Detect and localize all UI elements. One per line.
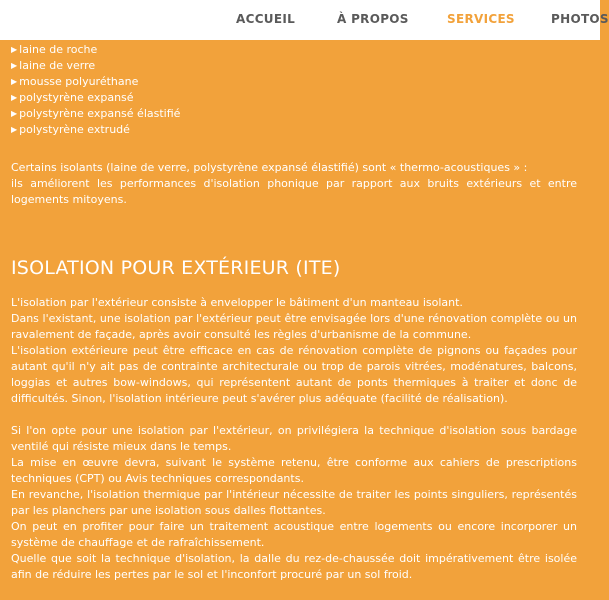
triangle-bullet-icon: ▶ [11, 93, 18, 102]
triangle-bullet-icon: ▶ [11, 77, 18, 86]
list-item [11, 122, 577, 138]
section-title-ite: ISOLATION POUR EXTÉRIEUR (ITE) [11, 257, 341, 279]
thermo-acoustic-line-2: ils améliorent les performances d'isolation phonique par rapport aux bruits extérieurs et entre logements mitoyens. [11, 177, 577, 206]
nav-link-a-propos[interactable]: À PROPOS [337, 12, 409, 26]
thermo-acoustic-line-1: Certains isolants (laine de verre, polystyrène expansé élastifié) sont « thermo-acoustiques » : [11, 161, 528, 174]
insulation-materials-list [11, 42, 577, 138]
nav-link-services[interactable]: SERVICES [447, 12, 515, 26]
list-item [11, 42, 577, 58]
main-content [11, 42, 577, 583]
list-item-text: mousse polyuréthane [19, 75, 139, 88]
nav-link-accueil[interactable]: ACCUEIL [236, 12, 296, 26]
nav-link-photos[interactable]: PHOTOS [551, 12, 609, 26]
ite-paragraph-block-1 [11, 295, 577, 407]
ite-paragraph: L'isolation par l'extérieur consiste à envelopper le bâtiment d'un manteau isolant. [11, 296, 463, 309]
triangle-bullet-icon: ▶ [11, 125, 18, 134]
ite-paragraph: Dans l'existant, une isolation par l'extérieur peut être envisagée lors d'une rénovation complète ou un ravalement de façade, après avoir consulté les règles d'urbanisme de la commune. [11, 312, 577, 341]
list-item [11, 74, 577, 90]
ite-paragraph: Quelle que soit la technique d'isolation, la dalle du rez-de-chaussée doit impérativement être isolée afin de réduire les pertes par le sol et l'inconfort procuré par un sol froid. [11, 552, 577, 581]
ite-paragraph: La mise en œuvre devra, suivant le système retenu, être conforme aux cahiers de prescriptions techniques (CPT) ou Avis techniques correspondants. [11, 456, 577, 485]
triangle-bullet-icon: ▶ [11, 109, 18, 118]
list-item [11, 90, 577, 106]
ite-paragraph-block-2 [11, 423, 577, 583]
top-navigation-bar [0, 0, 609, 40]
ite-paragraph: On peut en profiter pour faire un traitement acoustique entre logements ou encore incorporer un système de chauffage et de rafraîchissement. [11, 520, 577, 549]
triangle-bullet-icon: ▶ [11, 61, 18, 70]
ite-paragraph: En revanche, l'isolation thermique par l'intérieur nécessite de traiter les points singuliers, représentés par les planchers par une isolation sous dalles flottantes. [11, 488, 577, 517]
list-item-text: laine de verre [19, 59, 96, 72]
list-item [11, 58, 577, 74]
list-item-text: polystyrène expansé élastifié [19, 107, 181, 120]
ite-paragraph: Si l'on opte pour une isolation par l'extérieur, on privilégiera la technique d'isolation sous bardage ventilé qui résiste mieux dans le temps. [11, 424, 577, 453]
list-item-text: polystyrène expansé [19, 91, 134, 104]
triangle-bullet-icon: ▶ [11, 45, 18, 54]
list-item-text: laine de roche [19, 43, 98, 56]
list-item-text: polystyrène extrudé [19, 123, 130, 136]
list-item [11, 106, 577, 122]
ite-paragraph: L'isolation extérieure peut être efficace en cas de rénovation complète de pignons ou façades pour autant qu'il n'y ait pas de contrainte architecturale ou trop de parois vitrées, modénatures, balcons, loggias et autres bow-windows, qui représentent autant de ponts thermiques à traiter et donc de difficultés. Sinon, l'isolation intérieure peut s'avérer plus adéquate (facilité de réalisation). [11, 344, 577, 405]
thermo-acoustic-paragraph [11, 160, 577, 208]
